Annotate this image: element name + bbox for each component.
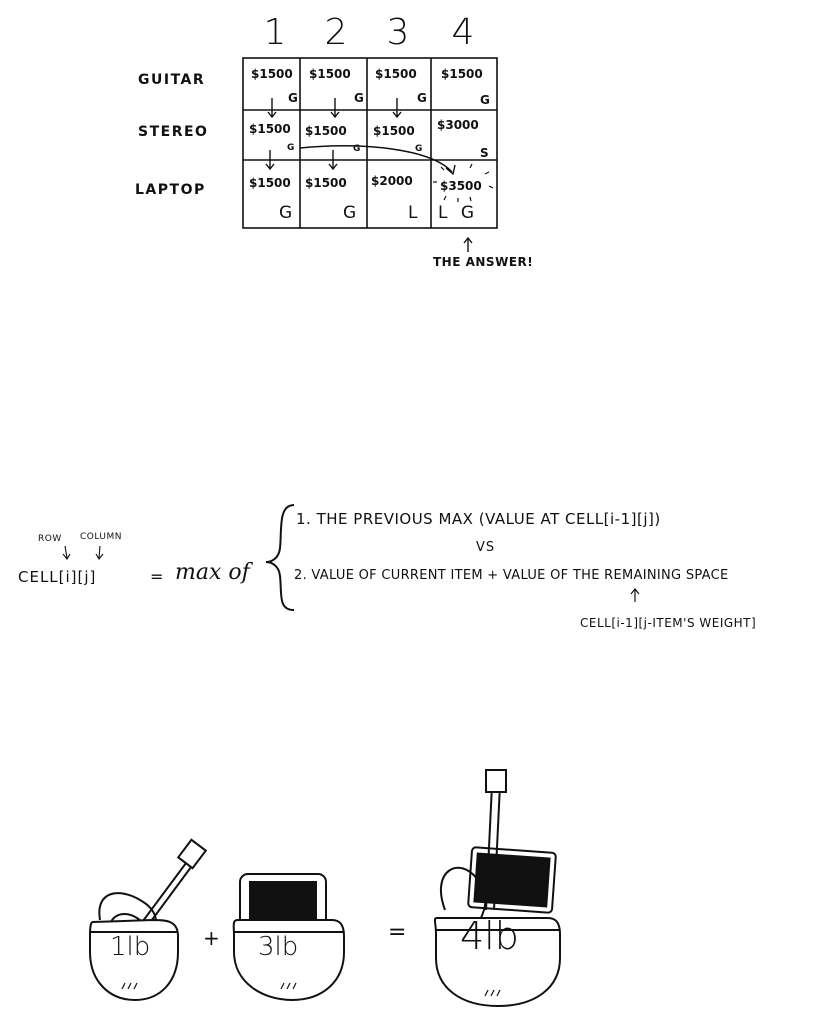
remaining-space-ref: CELL[i-1][j-ITEM'S WEIGHT] [580,616,757,630]
cell-value: $1500 [249,176,291,190]
plus-sign: + [203,926,220,950]
row-label-stereo: STEREO [138,124,209,140]
row-label-laptop: LAPTOP [135,182,206,198]
cell-tag: L [408,203,418,223]
answer-cell-tag: L G [438,203,479,223]
column-header-1: 1 [263,12,287,53]
answer-cell-value: $3500 [440,179,482,193]
bag-1lb [90,840,206,1000]
cell-value: $3000 [437,118,479,132]
column-hint: COLUMN [80,532,123,542]
hint-arrows [0,540,140,565]
vs-label: VS [476,540,496,555]
cell-value: $1500 [375,67,417,81]
cell-tag: G [480,93,490,107]
bag-4lb-label: 4lb [460,914,519,958]
answer-label: THE ANSWER! [433,255,534,269]
row-hint: ROW [38,534,62,544]
column-header-2: 2 [324,12,348,53]
formula-lhs: CELL[i][j] [18,568,97,586]
cell-tag: G [279,203,293,223]
formula-equals: = [150,567,164,586]
bags-illustration [0,760,835,1019]
cell-value: $2000 [371,174,413,188]
cell-value: $1500 [441,67,483,81]
cell-tag: G [288,91,298,105]
equals-sign: = [388,920,407,945]
bag-1lb-label: 1lb [110,932,151,962]
cell-value: $1500 [309,67,351,81]
cell-value: $1500 [249,122,291,136]
left-brace [260,500,300,615]
row-label-guitar: GUITAR [138,72,206,88]
remaining-space-arrow [625,586,645,606]
column-header-3: 3 [386,12,410,53]
cell-tag: G [343,203,357,223]
cell-value: $1500 [251,67,293,81]
cell-value: $1500 [305,124,347,138]
cell-value: $1500 [373,124,415,138]
bag-3lb-label: 3lb [258,932,299,962]
cell-tag: G [287,143,295,153]
cell-tag: G [417,91,427,105]
max-of-label: max of [175,560,250,585]
option-2: 2. VALUE OF CURRENT ITEM + VALUE OF THE REMAINING SPACE [294,568,729,583]
cell-tag: G [354,91,364,105]
column-header-4: 4 [451,12,475,53]
cell-tag: S [480,146,489,160]
bag-4lb [435,770,560,1006]
curved-arrow [300,146,452,172]
answer-arrow [464,238,472,252]
cell-value: $1500 [305,176,347,190]
cell-tag: G [415,144,423,154]
option-1: 1. THE PREVIOUS MAX (VALUE AT CELL[i-1][j]) [296,510,661,528]
cell-tag: G [353,144,361,154]
